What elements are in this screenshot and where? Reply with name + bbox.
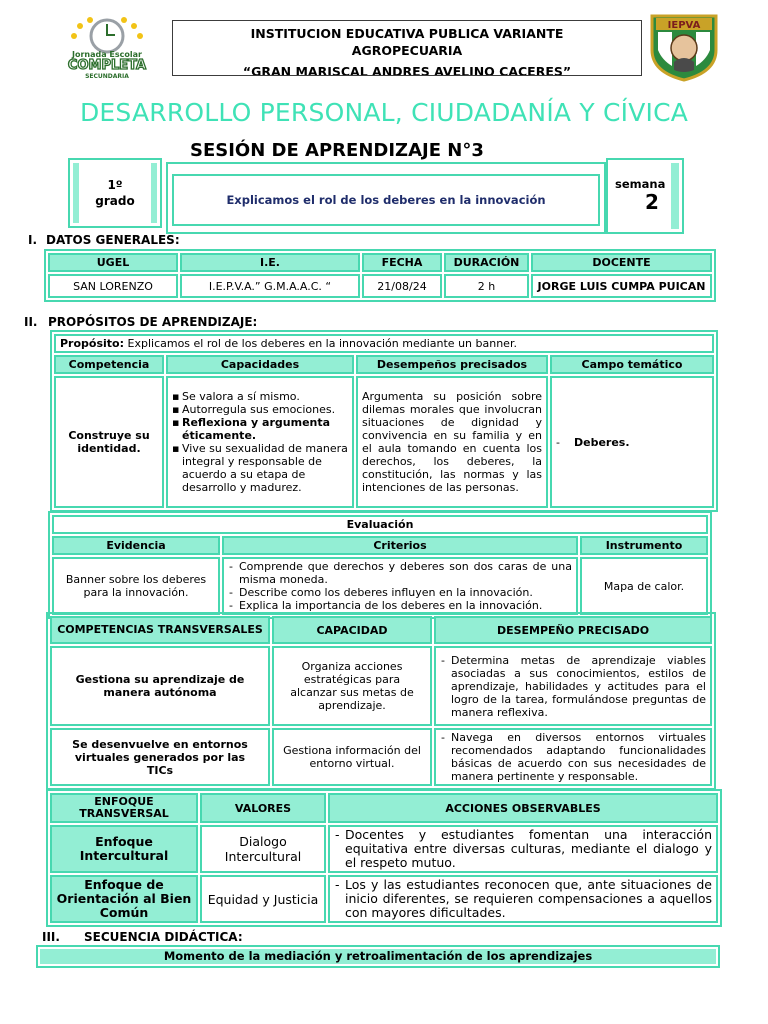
svg-text:Jornada Escolar: Jornada Escolar — [72, 50, 142, 59]
list-item: - Explica la importancia de los deberes en la innovación. — [228, 599, 572, 612]
ie-value: I.E.P.V.A.” G.M.A.A.C. “ — [180, 274, 360, 298]
purpose-label: Propósito: — [60, 337, 125, 350]
approach-name: Enfoque de Orientación al Bien Común — [50, 875, 198, 923]
table-row — [50, 728, 712, 786]
transversal-competence: Se desenvuelve en entornos virtuales generados por las TICs — [50, 728, 270, 786]
grade-number: 1º — [107, 178, 123, 192]
table-header-row — [50, 616, 712, 644]
iepva-shield-logo — [648, 10, 720, 82]
transversal-capacity: Organiza acciones estratégicas para alcanzar sus metas de aprendizaje. — [272, 646, 432, 726]
week-label: semana — [615, 177, 666, 191]
course-title: DESARROLLO PERSONAL, CIUDADANÍA Y CÍVICA — [79, 98, 689, 127]
institution-line-1: INSTITUCION EDUCATIVA PUBLICA VARIANTE — [250, 26, 564, 41]
list-item: ▪ Reflexiona y argumenta éticamente. — [172, 416, 348, 442]
criteria-cell — [222, 557, 578, 615]
table-header: Capacidades — [166, 355, 354, 374]
table-header: I.E. — [180, 253, 360, 272]
school-logo-jornada-completa — [50, 12, 165, 80]
table-header: Competencia — [54, 355, 164, 374]
table-row — [48, 274, 712, 298]
table-row — [54, 376, 714, 508]
table-row — [50, 875, 718, 923]
table-row — [50, 646, 712, 726]
session-topic-box — [166, 162, 606, 234]
table-header: DESEMPEÑO PRECISADO — [434, 616, 712, 644]
date-value: 21/08/24 — [362, 274, 442, 298]
session-topic: Explicamos el rol de los deberes en la innovación — [226, 193, 546, 207]
purpose-cell — [54, 334, 714, 353]
table-header-row — [54, 355, 714, 374]
evaluation-table — [48, 511, 712, 619]
ugel-value: SAN LORENZO — [48, 274, 178, 298]
thematic-field-cell: - Deberes. — [550, 376, 714, 508]
grade-label: grado — [95, 194, 135, 208]
instrument-cell: Mapa de calor. — [580, 557, 708, 615]
purposes-table — [50, 330, 718, 512]
table-header: DOCENTE — [531, 253, 712, 272]
teacher-value: JORGE LUIS CUMPA PUICAN — [531, 274, 712, 298]
table-header-row — [48, 253, 712, 272]
evaluation-title: Evaluación — [52, 515, 708, 534]
moment-title: Momento de la mediación y retroalimentación de los aprendizajes — [40, 949, 716, 964]
transversal-capacity: Gestiona información del entorno virtual. — [272, 728, 432, 786]
transversal-performance: - Determina metas de aprendizaje viables asociadas a sus conocimientos, estilos de aprendizaje, habilidades y actitudes para el logro de la tarea, formulándose preguntas de manera reflexiva. — [434, 646, 712, 726]
table-header-row — [50, 793, 718, 823]
table-header: FECHA — [362, 253, 442, 272]
table-row — [50, 825, 718, 873]
table-header: COMPETENCIAS TRANSVERSALES — [50, 616, 270, 644]
table-row — [52, 515, 708, 534]
table-header: ENFOQUE TRANSVERSAL — [50, 793, 198, 823]
grade-box — [68, 158, 162, 228]
transversal-competence: Gestiona su aprendizaje de manera autónoma — [50, 646, 270, 726]
session-title: SESIÓN DE APRENDIZAJE N°3 — [190, 140, 484, 161]
approach-name: Enfoque Intercultural — [50, 825, 198, 873]
list-item: ▪ Autorregula sus emociones. — [172, 403, 348, 416]
week-number: 2 — [645, 190, 659, 214]
approach-action: - Los y las estudiantes reconocen que, ante situaciones de inicio diferentes, se requieren compensaciones a aquellos con mayores dificultades. — [328, 875, 718, 923]
moment-title-bar — [36, 945, 720, 968]
table-header: Instrumento — [580, 536, 708, 555]
approach-action: - Docentes y estudiantes fomentan una interacción equitativa entre diversas culturas, mediante el dialogo y el respeto mutuo. — [328, 825, 718, 873]
section-sequence-heading: III. SECUENCIA DIDÁCTICA: — [42, 930, 243, 944]
table-header: Desempeños precisados — [356, 355, 548, 374]
institution-line-2: AGROPECUARIA — [351, 43, 463, 58]
capacities-cell — [166, 376, 354, 508]
table-header: CAPACIDAD — [272, 616, 432, 644]
svg-text:SECUNDARIA: SECUNDARIA — [85, 73, 129, 80]
table-header: Campo temático — [550, 355, 714, 374]
transversal-approach-table — [46, 789, 722, 927]
evidence-cell: Banner sobre los deberes para la innovación. — [52, 557, 220, 615]
list-item: - Comprende que derechos y deberes son dos caras de una misma moneda. — [228, 560, 572, 586]
list-item: ▪ Vive su sexualidad de manera integral y responsable de acuerdo a su etapa de desarrollo y madurez. — [172, 442, 348, 494]
table-row — [52, 557, 708, 615]
thematic-field-value: Deberes. — [574, 435, 630, 449]
section-purposes-heading: II. PROPÓSITOS DE APRENDIZAJE: — [24, 315, 258, 329]
approach-value: Equidad y Justicia — [200, 875, 326, 923]
table-header: DURACIÓN — [444, 253, 529, 272]
transversal-performance: - Navega en diversos entornos virtuales recomendados adaptando funcionalidades básicas de acuerdo con sus necesidades de manera pertinente y responsable. — [434, 728, 712, 786]
table-header: UGEL — [48, 253, 178, 272]
competence-cell: Construye su identidad. — [54, 376, 164, 508]
table-row — [54, 334, 714, 353]
svg-text:IEPVA: IEPVA — [667, 20, 701, 31]
list-item: - Describe como los deberes influyen en la innovación. — [228, 586, 572, 599]
approach-value: Dialogo Intercultural — [200, 825, 326, 873]
duration-value: 2 h — [444, 274, 529, 298]
purpose-text: Explicamos el rol de los deberes en la innovación mediante un banner. — [124, 337, 517, 350]
svg-text:COMPLETA: COMPLETA — [67, 58, 147, 73]
table-header: VALORES — [200, 793, 326, 823]
table-header: Evidencia — [52, 536, 220, 555]
table-header: Criterios — [222, 536, 578, 555]
institution-line-3: “GRAN MARISCAL ANDRES AVELINO CACERES” — [242, 64, 572, 76]
performance-cell: Argumenta su posición sobre dilemas morales que involucran situaciones de dignidad y convivencia en su familia y en el aula tomando en cuenta los derechos, los deberes, la constitución, las normas y las intenciones de las personas. — [356, 376, 548, 508]
table-header: ACCIONES OBSERVABLES — [328, 793, 718, 823]
table-header-row — [52, 536, 708, 555]
week-box — [606, 158, 684, 234]
list-item: ▪ Se valora a sí mismo. — [172, 390, 348, 403]
institution-name-box — [172, 20, 642, 76]
transversal-competences-table — [46, 612, 716, 790]
general-data-table — [44, 249, 716, 302]
section-general-data-heading: I. DATOS GENERALES: — [28, 233, 180, 247]
